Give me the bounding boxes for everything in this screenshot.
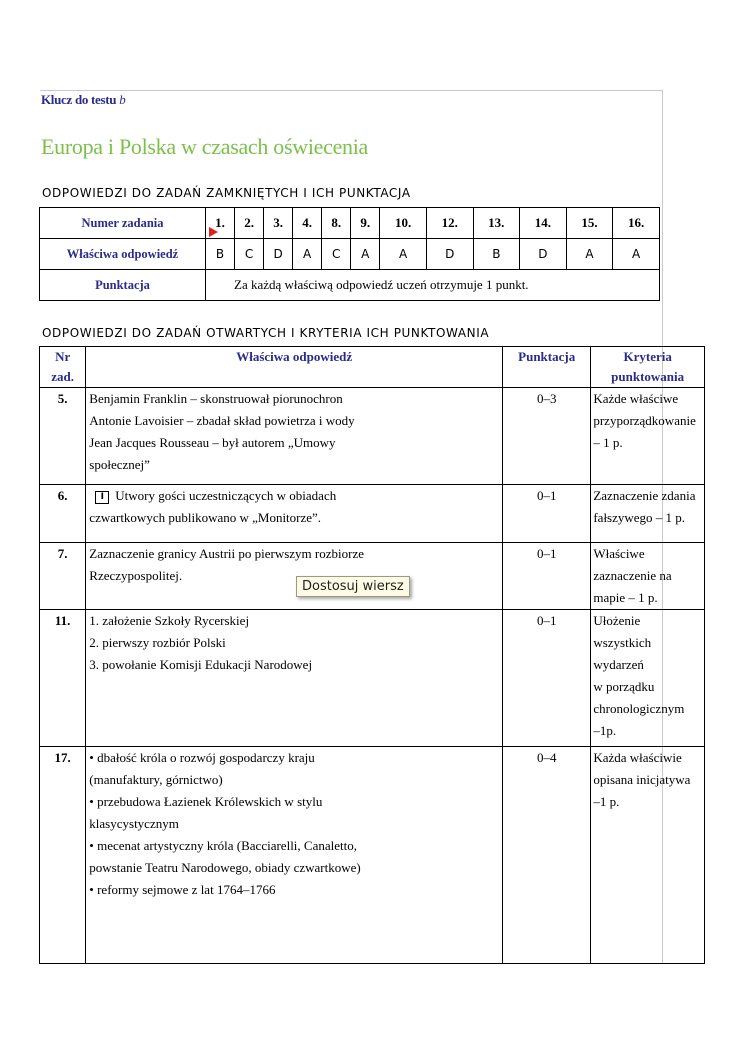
- task-number-cell[interactable]: 4.: [293, 208, 322, 239]
- key-label: [41, 92, 125, 108]
- points-note[interactable]: Za każdą właściwą odpowiedź uczeń otrzymuje 1 punkt.: [206, 270, 660, 301]
- answer-cell[interactable]: A: [351, 239, 380, 270]
- table-row: [40, 610, 705, 747]
- answer-cell[interactable]: • dbałość króla o rozwój gospodarczy kraju (manufaktury, górnictwo) • przebudowa Łazienek Królewskich w stylu klasycystycznym • mecenat artystyczny króla (Bacciarelli, Canaletto, powstanie Teatru Narodowego, obiady czwartkowe) • reformy sejmowe z lat 1764–1766: [86, 747, 503, 964]
- closed-section-heading: ODPOWIEDZI DO ZADAŃ ZAMKNIĘTYCH I ICH PUNKTACJA: [42, 186, 411, 200]
- answer-cell[interactable]: 1. założenie Szkoły Rycerskiej 2. pierwszy rozbiór Polski 3. powołanie Komisji Edukacji Narodowej: [86, 610, 503, 747]
- column-header-points: Punktacja: [503, 347, 591, 388]
- task-number-cell[interactable]: 15.: [566, 208, 613, 239]
- task-number-cell[interactable]: 12.: [426, 208, 473, 239]
- answer-row: [40, 239, 660, 270]
- criteria-cell[interactable]: Ułożenie wszystkich wydarzeń w porządku chronologicznym –1p.: [591, 610, 705, 747]
- answer-cell[interactable]: Zaznaczenie granicy Austrii po pierwszym rozbiorze Rzeczypospolitej.: [86, 543, 503, 610]
- row-label-answer: Właściwa odpowiedź: [40, 239, 206, 270]
- answer-cell[interactable]: A: [613, 239, 660, 270]
- task-nr-cell[interactable]: 11.: [40, 610, 86, 747]
- task-number-cell[interactable]: 1.: [206, 208, 235, 239]
- task-number-cell[interactable]: 10.: [380, 208, 427, 239]
- task-nr-cell[interactable]: 7.: [40, 543, 86, 610]
- task-number-cell[interactable]: 9.: [351, 208, 380, 239]
- column-header-nr: Nr zad.: [40, 347, 86, 388]
- table-row: [40, 485, 705, 543]
- closed-answers-table: [39, 207, 660, 301]
- column-header-answer: Właściwa odpowiedź: [86, 347, 503, 388]
- task-nr-cell[interactable]: 6.: [40, 485, 86, 543]
- column-header-criteria: Kryteria punktowania: [591, 347, 705, 388]
- points-cell[interactable]: 0–4: [503, 747, 591, 964]
- answer-cell[interactable]: D: [426, 239, 473, 270]
- answer-cell[interactable]: D: [264, 239, 293, 270]
- criteria-cell[interactable]: Każde właściwe przyporządkowanie – 1 p.: [591, 388, 705, 485]
- points-row: [40, 270, 660, 301]
- answer-cell[interactable]: I Utwory gości uczestniczących w obiadach czwartkowych publikowano w „Monitorze”.: [86, 485, 503, 543]
- text-field-icon[interactable]: I: [95, 491, 109, 504]
- task-number-cell[interactable]: 2.: [235, 208, 264, 239]
- answer-cell[interactable]: D: [520, 239, 567, 270]
- table-row: [40, 388, 705, 485]
- key-label-text: Klucz do testu: [41, 92, 117, 107]
- row-label-points: Punktacja: [40, 270, 206, 301]
- document-title: Europa i Polska w czasach oświecenia: [41, 134, 369, 159]
- task-number-cell[interactable]: 14.: [520, 208, 567, 239]
- criteria-cell[interactable]: Właściwe zaznaczenie na mapie – 1 p.: [591, 543, 705, 610]
- points-cell[interactable]: 0–1: [503, 485, 591, 543]
- criteria-cell[interactable]: Każda właściwie opisana inicjatywa –1 p.: [591, 747, 705, 964]
- open-section-heading: ODPOWIEDZI DO ZADAŃ OTWARTYCH I KRYTERIA ICH PUNKTOWANIA: [42, 326, 490, 340]
- points-cell[interactable]: 0–1: [503, 610, 591, 747]
- task-number-cell[interactable]: 13.: [473, 208, 520, 239]
- answer-cell[interactable]: Benjamin Franklin – skonstruował piorunochron Antonie Lavoisier – zbadał skład powietrza i wody Jean Jacques Rousseau – był autorem „Umowy społecznej”: [86, 388, 503, 485]
- adjust-row-tooltip: Dostosuj wiersz: [296, 576, 410, 597]
- answer-cell[interactable]: A: [566, 239, 613, 270]
- points-cell[interactable]: 0–3: [503, 388, 591, 485]
- row-marker-icon[interactable]: [209, 227, 218, 237]
- task-number-cell[interactable]: 8.: [322, 208, 351, 239]
- answer-cell[interactable]: A: [380, 239, 427, 270]
- page-margin-guide-horizontal: [40, 90, 662, 91]
- open-table-header: [40, 347, 705, 388]
- task-nr-cell[interactable]: 5.: [40, 388, 86, 485]
- task-nr-cell[interactable]: 17.: [40, 747, 86, 964]
- key-variant: b: [119, 92, 126, 107]
- answer-cell[interactable]: C: [322, 239, 351, 270]
- answer-cell[interactable]: A: [293, 239, 322, 270]
- task-number-cell[interactable]: 3.: [264, 208, 293, 239]
- table-row: [40, 747, 705, 964]
- row-label-number: Numer zadania: [40, 208, 206, 239]
- task-number-cell[interactable]: 16.: [613, 208, 660, 239]
- points-cell[interactable]: 0–1: [503, 543, 591, 610]
- answer-cell[interactable]: B: [206, 239, 235, 270]
- answer-cell[interactable]: C: [235, 239, 264, 270]
- criteria-cell[interactable]: Zaznaczenie zdania fałszywego – 1 p.: [591, 485, 705, 543]
- answer-cell[interactable]: B: [473, 239, 520, 270]
- open-answers-table: [39, 346, 705, 964]
- task-number-row: [40, 208, 660, 239]
